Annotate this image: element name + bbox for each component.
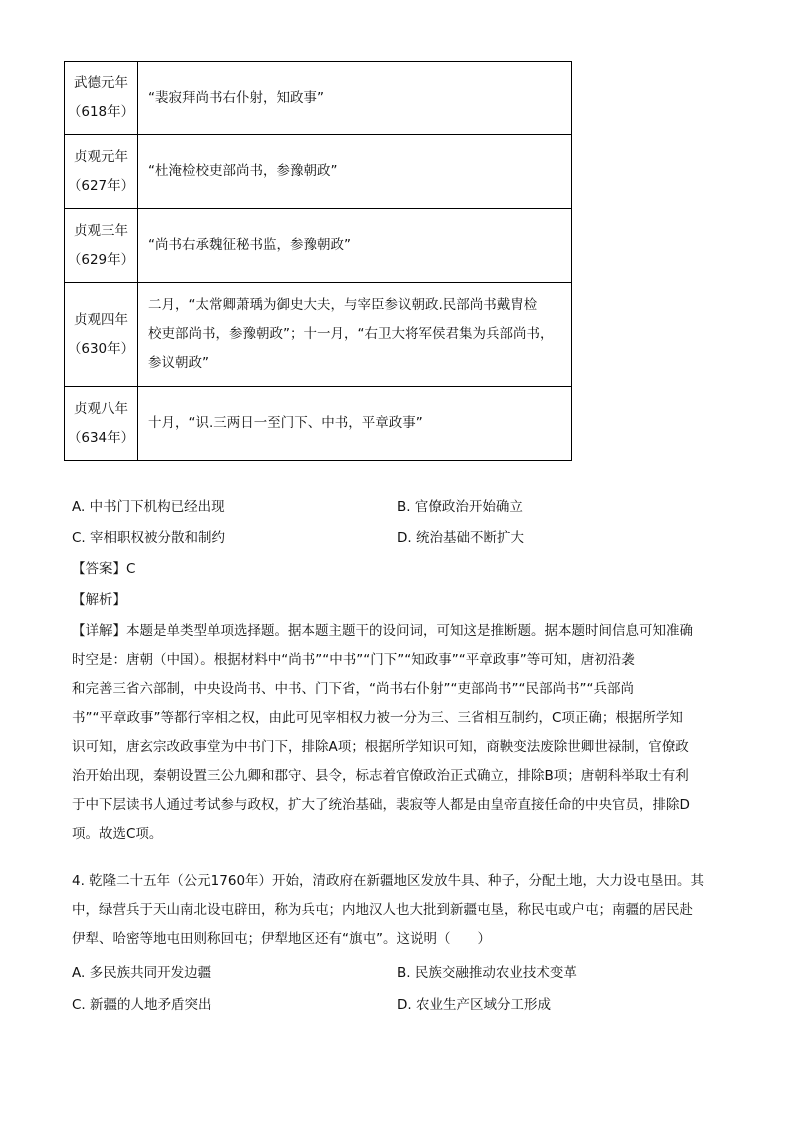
question-4 (72, 867, 724, 954)
detail-line: 治开始出现，秦朝设置三公九卿和郡守、县令，标志着官僚政治正式确立，排除B项；唐朝科举取士有利 (72, 768, 689, 784)
detail-line: 项。故选C项。 (72, 826, 163, 842)
table-row (65, 62, 572, 135)
detail-line: 识可知，唐玄宗改政事堂为中书门下，排除A项；根据所学知识可知，商鞅变法废除世卿世禄制，官僚政 (72, 739, 689, 755)
year-cell (65, 135, 138, 209)
event-cell: “杜淹检校吏部尚书，参豫朝政” (138, 135, 572, 209)
history-table (64, 61, 572, 461)
event-cell: “裴寂拜尚书右仆射，知政事” (138, 62, 572, 135)
year-number: （618年） (67, 104, 135, 120)
detail-line: 和完善三省六部制，中央设尚书、中书、门下省，“尚书右仆射”“吏部尚书”“民部尚书”“兵部尚 (72, 681, 634, 697)
year-name: 贞观四年 (74, 311, 128, 328)
year-cell (65, 387, 138, 461)
event-line: 校吏部尚书，参豫朝政”；十一月，“右卫大将军侯君集为兵部尚书， (148, 326, 554, 342)
table-row (65, 387, 572, 461)
year-name: 贞观元年 (74, 148, 128, 165)
detail-paragraph (72, 617, 724, 849)
option-d: D. 农业生产区域分工形成 (397, 997, 551, 1013)
table-row (65, 135, 572, 209)
year-number: （634年） (67, 429, 135, 446)
answer-tag: 【答案】 (72, 561, 126, 577)
year-name: 贞观三年 (74, 222, 128, 239)
answer-value: C (126, 561, 136, 577)
option-a: A. 多民族共同开发边疆 (72, 965, 212, 981)
option-c: C. 宰相职权被分散和制约 (72, 530, 226, 546)
table-row (65, 283, 572, 387)
event-cell: 十月，“识.三两日一至门下、中书，平章政事” (138, 387, 572, 461)
detail-line: 时空是：唐朝（中国）。根据材料中“尚书”“中书”“门下”“知政事”“平章政事”等可知，唐初沿袭 (72, 652, 635, 668)
event-cell: “尚书右承魏征秘书监，参豫朝政” (138, 209, 572, 283)
analysis-tag: 【解析】 (72, 592, 126, 608)
year-number: （627年） (67, 177, 135, 194)
option-b: B. 官僚政治开始确立 (397, 499, 523, 515)
detail-line: 于中下层读书人通过考试参与政权，扩大了统治基础，裴寂等人都是由皇帝直接任命的中央官员，排除D (72, 797, 690, 813)
year-name: 贞观八年 (74, 400, 128, 417)
event-line: 参议朝政” (148, 355, 209, 371)
question-line: 4. 乾隆二十五年（公元1760年）开始，清政府在新疆地区发放牛具、种子，分配土地，大力设屯垦田。其 (72, 873, 705, 889)
question-line: 中，绿营兵于天山南北设屯辟田，称为兵屯；内地汉人也大批到新疆屯垦，称民屯或户屯；南疆的居民赴 (72, 902, 693, 918)
year-number: （630年） (67, 340, 135, 357)
year-name: 武德元年 (74, 75, 128, 91)
event-line: 二月，“太常卿萧瑀为御史大夫，与宰臣参议朝政.民部尚书戴胄检 (148, 297, 538, 313)
option-c: C. 新疆的人地矛盾突出 (72, 997, 212, 1013)
option-d: D. 统治基础不断扩大 (397, 530, 524, 546)
option-b: B. 民族交融推动农业技术变革 (397, 965, 577, 981)
year-number: （629年） (67, 251, 135, 268)
year-cell (65, 62, 138, 135)
detail-line: 书”“平章政事”等都行宰相之权，由此可见宰相权力被一分为三、三省相互制约，C项正确；根据所学知 (72, 710, 683, 726)
question-line: 伊犁、哈密等地屯田则称回屯；伊犁地区还有“旗屯”。这说明（ ） (72, 931, 491, 947)
answer-line (72, 559, 135, 579)
option-a: A. 中书门下机构已经出现 (72, 499, 225, 515)
detail-line: 【详解】本题是单类型单项选择题。据本题主题干的设问词，可知这是推断题。据本题时间信息可知准确 (72, 623, 693, 639)
year-cell (65, 283, 138, 387)
year-cell (65, 209, 138, 283)
table-row (65, 209, 572, 283)
event-cell (138, 283, 572, 387)
